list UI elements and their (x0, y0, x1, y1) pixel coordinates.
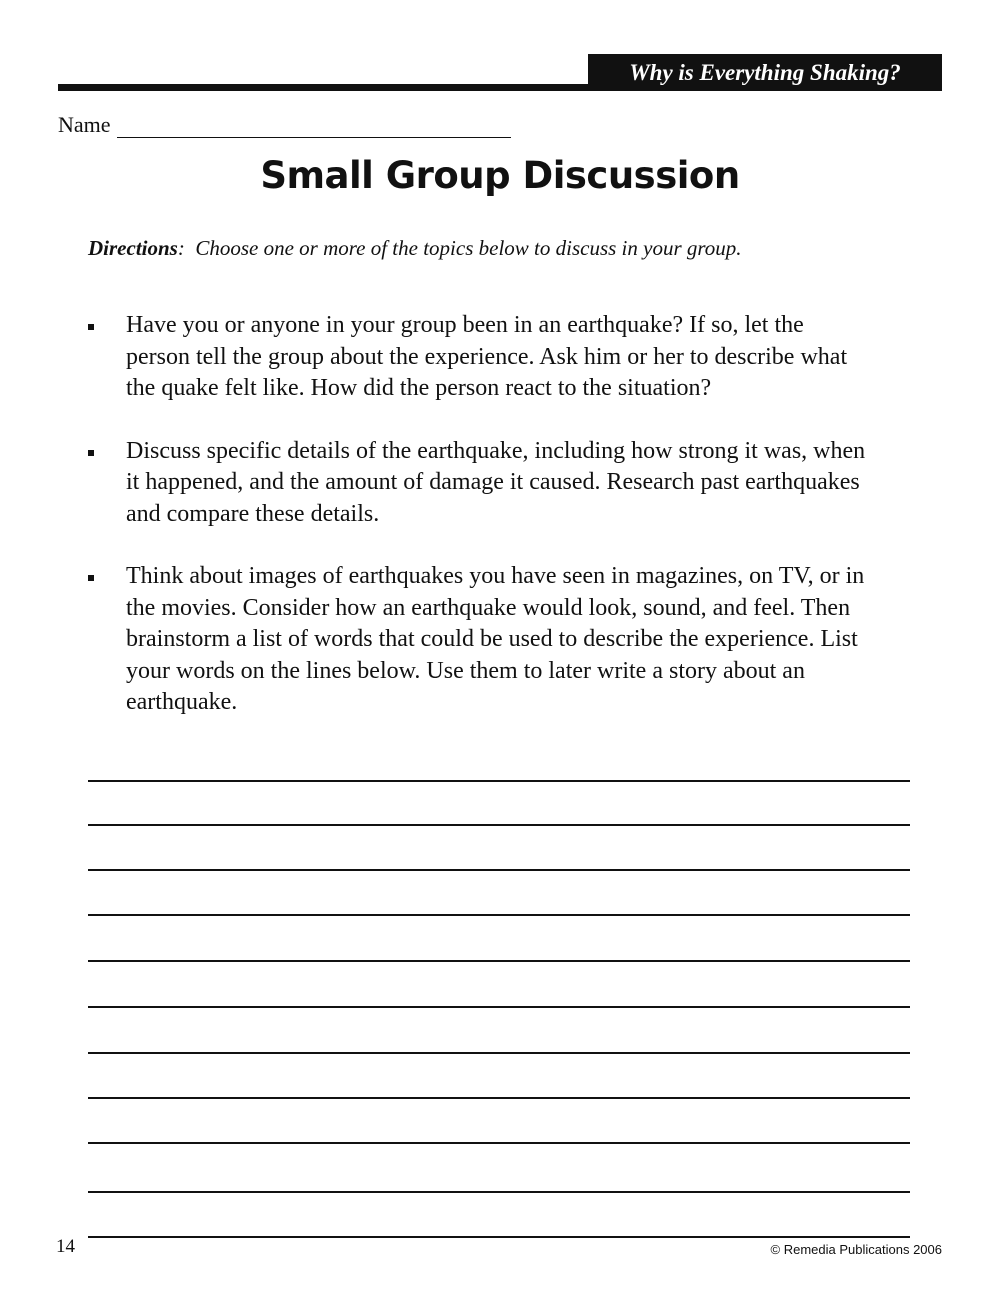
directions-label: Directions (88, 236, 178, 260)
directions-text: Choose one or more of the topics below to discuss in your group. (195, 236, 742, 260)
unit-title-banner: Why is Everything Shaking? (588, 54, 942, 91)
name-label: Name (58, 112, 111, 137)
list-item (88, 561, 868, 719)
writing-line[interactable] (88, 960, 910, 962)
name-row (58, 112, 511, 138)
copyright-notice: © Remedia Publications 2006 (770, 1242, 942, 1257)
writing-line[interactable] (88, 1097, 910, 1099)
writing-line[interactable] (88, 780, 910, 782)
topic-text: Think about images of earthquakes you have seen in magazines, on TV, or in the movies. Consider how an earthquake would look, sound, and feel. Then brainstorm a list of words that could be used to describe the experience. List your words on the lines below. Use them to later write a story about an earthquake. (126, 563, 865, 715)
writing-line[interactable] (88, 1236, 910, 1238)
page-title: Small Group Discussion (260, 154, 740, 197)
topic-text: Discuss specific details of the earthquake, including how strong it was, when it happened, and the amount of damage it caused. Research past earthquakes and compare these details. (126, 437, 866, 527)
bullet-square-icon (88, 450, 94, 456)
writing-line[interactable] (88, 914, 910, 916)
writing-line[interactable] (88, 824, 910, 826)
name-blank-line[interactable] (117, 113, 511, 138)
list-item (88, 436, 868, 531)
writing-line[interactable] (88, 869, 910, 871)
bullet-square-icon (88, 324, 94, 330)
writing-line[interactable] (88, 1052, 910, 1054)
bullet-square-icon (88, 575, 94, 581)
directions (88, 236, 742, 261)
topic-text: Have you or anyone in your group been in an earthquake? If so, let the person tell the group about the experience. Ask him or her to describe what the quake felt like. How did the person react to the situation? (126, 312, 848, 401)
topic-list (88, 310, 868, 719)
list-item (88, 310, 868, 405)
directions-colon: : (177, 236, 185, 260)
page-number: 14 (56, 1236, 75, 1257)
writing-line[interactable] (88, 1191, 910, 1193)
writing-line[interactable] (88, 1006, 910, 1008)
writing-line[interactable] (88, 1142, 910, 1144)
